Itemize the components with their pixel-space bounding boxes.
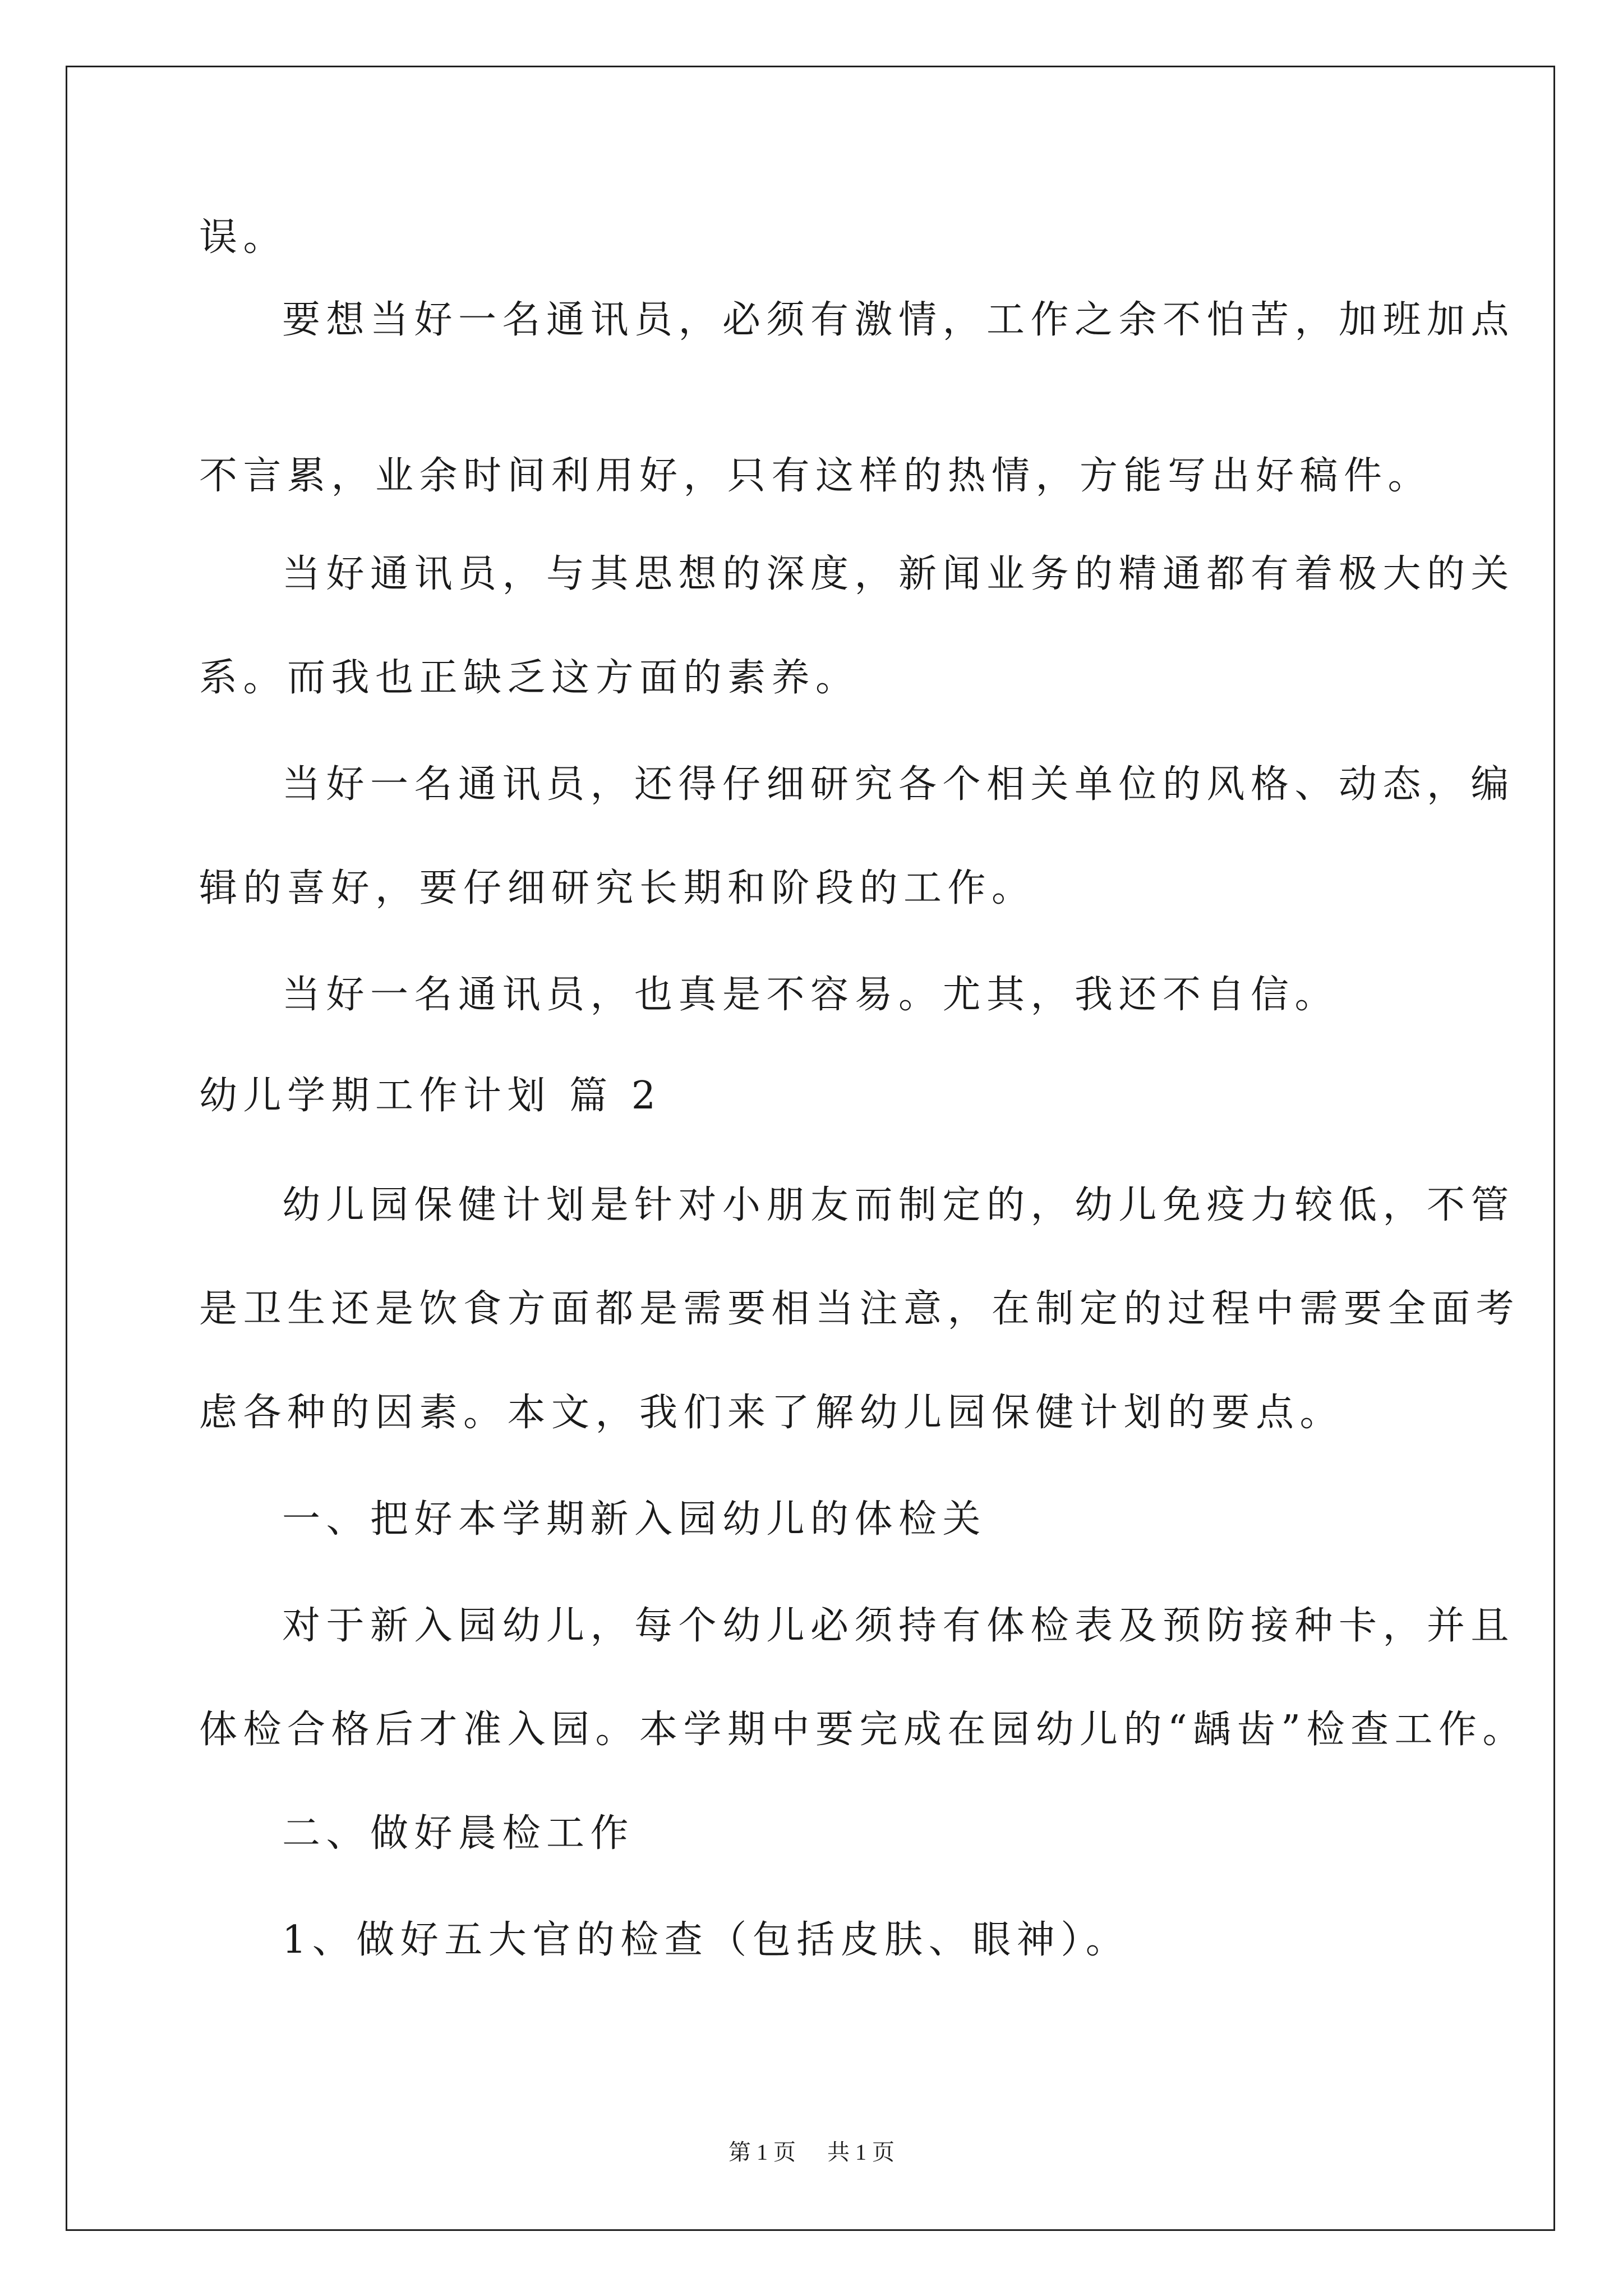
text-line: 是卫生还是饮食方面都是需要相当注意，在制定的过程中需要全面考: [199, 1287, 1520, 1331]
text-line: 系。而我也正缺乏这方面的素养。: [199, 656, 860, 700]
list-heading: 二、做好晨检工作: [282, 1811, 635, 1856]
text-line: 虑各种的因素。本文，我们来了解幼儿园保健计划的要点。: [199, 1391, 1344, 1435]
paragraph-first-line: 当好通讯员，与其思想的深度，新闻业务的精通都有着极大的关: [282, 552, 1515, 596]
page-footer: [0, 2141, 1623, 2164]
paragraph-first-line: 当好一名通讯员，还得仔细研究各个相关单位的风格、动态，编: [282, 762, 1515, 807]
paragraph-first-line: 当好一名通讯员，也真是不容易。尤其，我还不自信。: [282, 973, 1339, 1017]
text-line: 不言累，业余时间利用好，只有这样的热情，方能写出好稿件。: [199, 454, 1432, 498]
paragraph-first-line: 对于新入园幼儿，每个幼儿必须持有体检表及预防接种卡，并且: [282, 1604, 1515, 1648]
list-item: 1、做好五大官的检查（包括皮肤、眼神）。: [282, 1918, 1130, 1962]
text-line: 辑的喜好，要仔细研究长期和阶段的工作。: [199, 866, 1036, 910]
list-heading: 一、把好本学期新入园幼儿的体检关: [282, 1497, 987, 1542]
page-number: 第 1 页: [728, 2139, 796, 2165]
text-line: 误。: [199, 215, 288, 260]
text-line: 体检合格后才准入园。本学期中要完成在园幼儿的“龋齿”检查工作。: [199, 1708, 1527, 1752]
paragraph-first-line: 幼儿园保健计划是针对小朋友而制定的，幼儿免疫力较低，不管: [282, 1183, 1515, 1227]
page-total: 共 1 页: [827, 2139, 895, 2165]
section-heading: 幼儿学期工作计划 篇 2: [199, 1074, 662, 1118]
paragraph-first-line: 要想当好一名通讯员，必须有激情，工作之余不怕苦，加班加点: [282, 298, 1515, 342]
page-border: [66, 66, 1555, 2231]
